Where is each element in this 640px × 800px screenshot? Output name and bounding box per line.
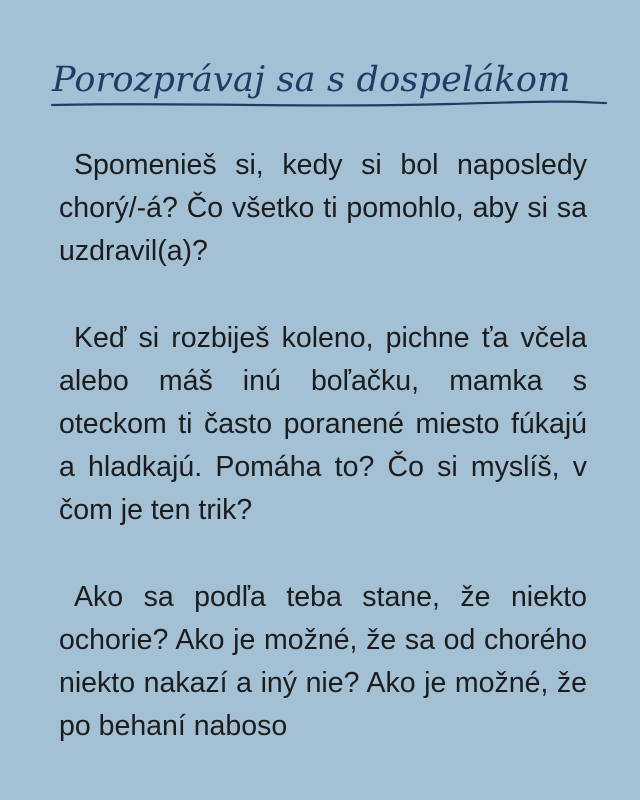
heading-block: [50, 54, 610, 114]
paragraph-2: Keď si rozbiješ koleno, pichne ťa včela alebo máš inú boľačku, mamka s oteckom ti často poranené miesto fúkajú a hladkajú. Pomáha to? Čo si myslíš, v čom je ten trik?: [59, 322, 587, 526]
heading-title: Porozprávaj sa s dospelákom: [52, 60, 571, 100]
paragraph-1: Spomenieš si, kedy si bol naposledy chorý/-á? Čo všetko ti pomohlo, aby si sa uzdravil(a)?: [59, 149, 587, 267]
paragraph-3: Ako sa podľa teba stane, že niekto ochorie? Ako je možné, že sa od chorého niekto nakazí a iný nie? Ako je možné, že po behaní naboso: [59, 581, 587, 742]
heading-underline: [50, 96, 610, 112]
